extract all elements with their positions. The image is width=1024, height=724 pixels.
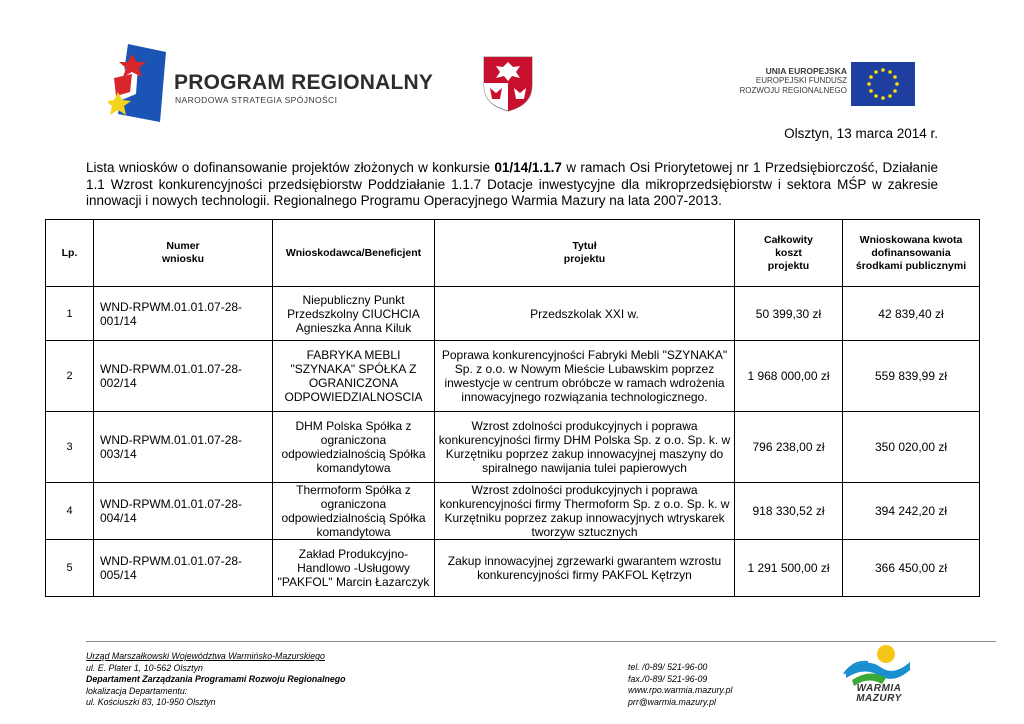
eu-line-1: UNIA EUROPEJSKA [765,66,847,76]
cell-numer [94,540,273,597]
header-koszt-line-1: Całkowity [763,233,813,246]
eu-text [739,66,847,96]
cell-numer-line-2: 005/14 [100,568,137,582]
header-numer-line-2: wniosku [161,253,204,265]
header-tytul-line-1: Tytuł [572,240,597,252]
cell-wnioskodawca: Zakład Produkcyjno-Handlowo -Usługowy "PAKFOL" Marcin Łazarczyk [273,540,435,597]
table-row [46,540,980,597]
cell-wnioskodawca: Thermoform Spółka z ograniczona odpowiedzialnością Spółka komandytowa [273,483,435,540]
header-numer [94,220,273,287]
cell-koszt: 50 399,30 zł [735,287,843,341]
cell-tytul: Poprawa konkurencyjności Fabryki Mebli "SZYNAKA" Sp. z o.o. w Nowym Mieście Lubawskim poprzez inwestycje w centrum obróbcze w ramach wdrożenia innowacyjnego rozwiązania technologicznego. [435,341,735,412]
cell-kwota: 559 839,99 zł [843,341,980,412]
footer-tel: tel. /0-89/ 521-96-00 [628,662,708,672]
cell-lp: 5 [46,540,94,597]
cell-kwota: 42 839,40 zł [843,287,980,341]
cell-lp: 2 [46,341,94,412]
header-koszt-line-3: projektu [767,259,810,272]
cell-kwota: 350 020,00 zł [843,412,980,483]
cell-numer-line-2: 004/14 [100,511,137,525]
cell-numer-line-1: WND-RPWM.01.01.07-28- [100,433,243,447]
contest-number: 01/14/1.1.7 [494,160,562,175]
header-tytul-line-2: projektu [563,253,606,265]
program-regionalny-logo [108,44,434,126]
cell-kwota: 366 450,00 zł [843,540,980,597]
cell-wnioskodawca: FABRYKA MEBLI "SZYNAKA" SPÓŁKA Z OGRANICZONA ODPOWIEDZIALNOSCIA [273,341,435,412]
cell-numer-line-1: WND-RPWM.01.01.07-28- [100,299,243,314]
table-row [46,412,980,483]
cell-lp: 4 [46,483,94,540]
footer-fax: fax./0-89/ 521-96-09 [628,673,708,684]
footer-contact-block [628,662,732,708]
eu-flag-icon [851,62,915,106]
cell-numer-line-2: 003/14 [100,447,137,461]
intro-text-1: Lista wniosków o dofinansowanie projektów złożonych w konkursie [86,160,495,175]
warmia-mazury-logo-text [846,684,912,704]
cell-koszt: 1 291 500,00 zł [735,540,843,597]
table-row [46,483,980,540]
cell-tytul: Przedszkolak XXI w. [435,287,735,341]
header-koszt-line-2: koszt [775,246,802,259]
program-title: PROGRAM REGIONALNY [174,71,434,94]
footer-address-block [86,651,346,709]
cell-tytul: Wzrost zdolności produkcyjnych i poprawa konkurencyjności firmy DHM Polska Sp. z o.o. Sp. k. w Kurzętniku poprzez zakup innowacyjnej maszyny do spiralnego nawijania tulei papierowych [435,412,735,483]
header-numer-line-1: Numer [166,240,200,252]
cell-koszt: 796 238,00 zł [735,412,843,483]
wm-text-line-2: MAZURY [856,693,902,704]
footer-department: Departament Zarządzania Programami Rozwoju Regionalnego [86,674,346,685]
table-row [46,287,980,341]
header-kwota-line-1: Wnioskowana kwota [859,233,963,246]
cell-lp: 3 [46,412,94,483]
header-koszt [735,220,843,287]
cell-wnioskodawca: Niepubliczny Punkt Przedszkolny CIUCHCIA Agnieszka Anna Kiluk [273,287,435,341]
header-kwota [843,220,980,287]
eu-logo [720,62,915,108]
applications-table [45,219,980,597]
intro-text-2: w ramach Osi Priorytetowej nr 1 Przedsiębiorczość, Działanie 1.1 Wzrost konkurencyjności przedsiębiorstw Poddziałanie 1.1.7 Dotacje inwestycyjne dla mikroprzedsiębiorstw i sektora MŚP w zakresie innowacji i nowych technologii. Regionalnego Programu Operacyjnego Warmia Mazury na lata 2007-2013. [86,160,938,208]
footer-email: prr@warmia.mazury.pl [628,696,716,707]
footer-www: www.rpo.warmia.mazury.pl [628,685,733,696]
table-header-row [46,220,980,287]
cell-numer [94,287,273,341]
cell-numer-line-1: WND-RPWM.01.01.07-28- [100,554,243,568]
cell-wnioskodawca: DHM Polska Spółka z ograniczona odpowiedzialnością Spółka komandytowa [273,412,435,483]
cell-numer-line-1: WND-RPWM.01.01.07-28- [100,362,243,376]
header-wnioskodawca: Wnioskodawca/Beneficjent [273,220,435,287]
cell-kwota: 394 242,20 zł [843,483,980,540]
cell-numer-line-2: 001/14 [100,313,137,328]
header-kwota-line-2: dofinansowania [871,246,951,259]
footer-location-address: ul. Kościuszki 83, 10-950 Olsztyn [86,697,216,708]
footer-address: ul. E. Plater 1, 10-562 Olsztyn [86,662,203,673]
wm-text-line-1: WARMIA [856,683,902,694]
document-date: Olsztyn, 13 marca 2014 r. [784,126,938,141]
program-regionalny-flag-icon [108,44,166,124]
cell-tytul: Wzrost zdolności produkcyjnych i poprawa konkurencyjności firmy Thermoform Sp. z o.o. Sp. k. w Kurzętniku poprzez zakup innowacyjnych wtryskarek tworzyw sztucznych [435,483,735,540]
cell-numer [94,341,273,412]
cell-koszt: 1 968 000,00 zł [735,341,843,412]
header-lp: Lp. [46,220,94,287]
intro-paragraph [86,160,938,210]
eu-line-2: EUROPEJSKI FUNDUSZ [755,76,847,85]
cell-lp: 1 [46,287,94,341]
header-tytul [435,220,735,287]
table-row [46,341,980,412]
cell-numer [94,412,273,483]
cell-numer-line-1: WND-RPWM.01.01.07-28- [100,497,243,511]
eu-line-3: ROZWOJU REGIONALNEGO [739,86,847,95]
cell-koszt: 918 330,52 zł [735,483,843,540]
cell-numer-line-2: 002/14 [100,376,137,390]
program-subtitle: NARODOWA STRATEGIA SPÓJNOŚCI [175,95,338,105]
footer-office: Urząd Marszałkowski Województwa Warmińsko-Mazurskiego [86,651,325,661]
cell-tytul: Zakup innowacyjnej zgrzewarki gwarantem wzrostu konkurencyjności firmy PAKFOL Kętrzyn [435,540,735,597]
header-kwota-line-3: środkami publicznymi [855,259,967,272]
footer-location-label: lokalizacja Departamentu: [86,685,188,696]
cell-numer [94,483,273,540]
coat-of-arms-icon [482,55,534,113]
